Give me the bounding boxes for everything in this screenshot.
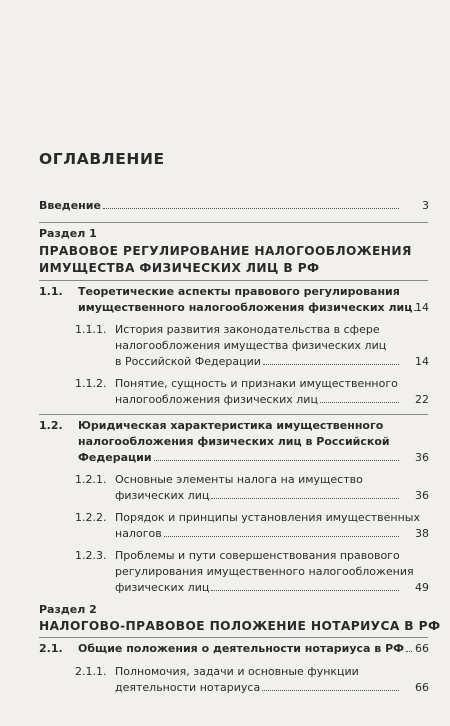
toc-entry-1-1: 1.1. Теоретические аспекты правового регулирования имущественного налогообложения физических лиц 14 xyxy=(39,285,429,314)
leader-dots xyxy=(211,498,399,499)
toc-entry-2-1: 2.1. Общие положения о деятельности нотариуса в РФ 66 xyxy=(39,642,429,655)
toc-entry-intro xyxy=(39,198,429,214)
entry-title: Введение xyxy=(39,199,101,212)
page-number: 66 xyxy=(415,681,429,694)
page-number: 22 xyxy=(415,393,429,406)
leader-dots xyxy=(406,651,412,652)
toc-entry-1-2: 1.2. Юридическая характеристика имущественного налогообложения физических лиц в Российской Федерации 36 xyxy=(39,419,429,464)
page-number: 14 xyxy=(415,355,429,368)
section-title: ПРАВОВОЕ РЕГУЛИРОВАНИЕ НАЛОГООБЛОЖЕНИЯ ИМУЩЕСТВА ФИЗИЧЕСКИХ ЛИЦ В РФ xyxy=(39,244,412,275)
page-number: 3 xyxy=(422,199,429,212)
entry-number: 1.2.1. xyxy=(75,473,107,486)
section-label: Раздел 2 xyxy=(39,603,97,616)
toc-title: ОГЛАВЛЕНИЕ xyxy=(39,150,165,168)
page-number: 36 xyxy=(415,489,429,502)
divider xyxy=(39,637,428,638)
leader-dots xyxy=(320,402,399,403)
entry-number: 2.1. xyxy=(39,642,63,655)
leader-dots xyxy=(103,208,399,209)
page-number: 66 xyxy=(415,642,429,655)
divider xyxy=(39,414,428,415)
section-label: Раздел 1 xyxy=(39,227,97,240)
toc-entry-2-1-1: 2.1.1. Полномочия, задачи и основные функции деятельности нотариуса 66 xyxy=(75,665,429,694)
divider xyxy=(39,222,428,223)
page-number: 14 xyxy=(415,301,429,314)
leader-dots xyxy=(154,460,399,461)
entry-number: 1.1.1. xyxy=(75,323,107,336)
divider xyxy=(39,280,428,281)
toc-entry-1-1-2: 1.1.2. Понятие, сущность и признаки имущественного налогообложения физических лиц 22 xyxy=(75,377,429,406)
leader-dots xyxy=(263,364,399,365)
page-number: 38 xyxy=(415,527,429,540)
leader-dots xyxy=(211,590,399,591)
toc-entry-1-2-3: 1.2.3. Проблемы и пути совершенствования правового регулирования имущественного налогообложения физических лиц 49 xyxy=(75,549,429,594)
toc-entry-1-2-1: 1.2.1. Основные элементы налога на имущество физических лиц 36 xyxy=(75,473,429,502)
entry-number: 1.1.2. xyxy=(75,377,107,390)
section-title: НАЛОГОВО-ПРАВОВОЕ ПОЛОЖЕНИЕ НОТАРИУСА В РФ xyxy=(39,619,441,633)
toc-entry-1-2-2: 1.2.2. Порядок и принципы установления имущественных налогов 38 xyxy=(75,511,429,540)
page-number: 49 xyxy=(415,581,429,594)
page-number: 36 xyxy=(415,451,429,464)
entry-number: 1.2. xyxy=(39,419,63,432)
entry-number: 1.2.2. xyxy=(75,511,107,524)
entry-number: 2.1.1. xyxy=(75,665,107,678)
toc-entry-1-1-1: 1.1.1. История развития законодательства в сфере налогообложения имущества физических лиц в Российской Федерации 14 xyxy=(75,323,429,368)
entry-number: 1.1. xyxy=(39,285,63,298)
leader-dots xyxy=(262,690,399,691)
entry-number: 1.2.3. xyxy=(75,549,107,562)
leader-dots xyxy=(164,536,399,537)
